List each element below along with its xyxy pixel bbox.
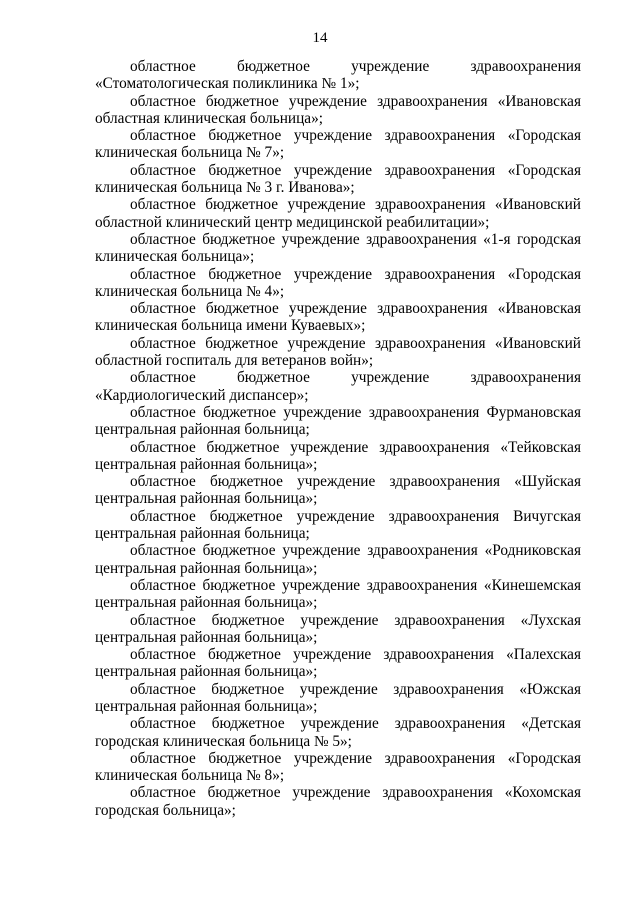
- list-item: областное бюджетное учреждение здравоохранения Фурмановская центральная районная больница;: [95, 403, 581, 439]
- list-item: областное бюджетное учреждение здравоохранения «Кинешемская центральная районная больница»;: [95, 576, 581, 612]
- list-item: областное бюджетное учреждение здравоохранения «Лухская центральная районная больница»;: [95, 611, 581, 646]
- list-item: областное бюджетное учреждение здравоохранения «Кардиологический диспансер»;: [95, 369, 581, 404]
- list-item: областное бюджетное учреждение здравоохранения «Стоматологическая поликлиника № 1»;: [95, 58, 581, 93]
- page-number: 14: [312, 30, 328, 46]
- list-item: областное бюджетное учреждение здравоохранения Вичугская центральная районная больница;: [95, 507, 581, 543]
- list-item: областное бюджетное учреждение здравоохранения «Ивановская областная клиническая больница»;: [95, 92, 581, 127]
- list-item: областное бюджетное учреждение здравоохранения «Ивановская клиническая больница имени Куваевых»;: [95, 300, 581, 335]
- list-item: областное бюджетное учреждение здравоохранения «Кохомская городская больница»;: [95, 784, 581, 819]
- list-item: областное бюджетное учреждение здравоохранения «Ивановский областной госпиталь для ветеранов войн»;: [95, 334, 581, 370]
- list-item: областное бюджетное учреждение здравоохранения «Городская клиническая больница № 4»;: [95, 265, 581, 300]
- list-item: областное бюджетное учреждение здравоохранения «Шуйская центральная районная больница»;: [95, 473, 581, 508]
- list-item: областное бюджетное учреждение здравоохранения «Тейковская центральная районная больница»;: [95, 438, 581, 473]
- list-item: областное бюджетное учреждение здравоохранения «Палехская центральная районная больница»;: [95, 646, 581, 681]
- list-item: областное бюджетное учреждение здравоохранения «Детская городская клиническая больница № 5»;: [95, 715, 581, 750]
- list-item: областное бюджетное учреждение здравоохранения «Южская центральная районная больница»;: [95, 680, 581, 715]
- list-item: областное бюджетное учреждение здравоохранения «Городская клиническая больница № 3 г. Иванова»;: [95, 161, 581, 197]
- list-item: областное бюджетное учреждение здравоохранения «Ивановский областной клинический центр медицинской реабилитации»;: [95, 196, 581, 231]
- institution-list: [95, 58, 581, 819]
- list-item: областное бюджетное учреждение здравоохранения «Родниковская центральная районная больница»;: [95, 542, 581, 577]
- list-item: областное бюджетное учреждение здравоохранения «1-я городская клиническая больница»;: [95, 230, 581, 266]
- list-item: областное бюджетное учреждение здравоохранения «Городская клиническая больница № 7»;: [95, 127, 581, 162]
- list-item: областное бюджетное учреждение здравоохранения «Городская клиническая больница № 8»;: [95, 749, 581, 785]
